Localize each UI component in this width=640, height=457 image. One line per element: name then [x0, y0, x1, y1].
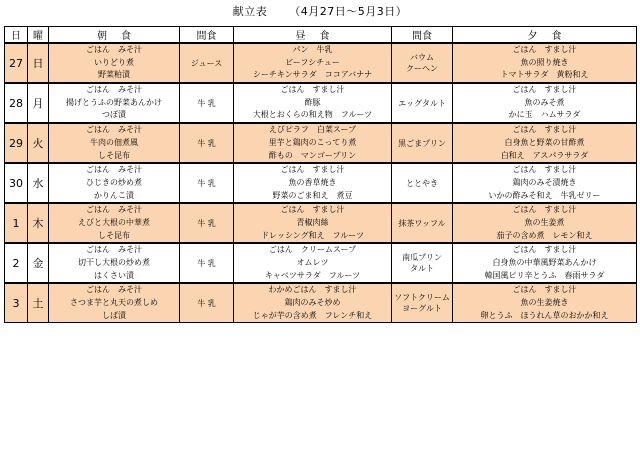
breakfast-cell [49, 123, 180, 163]
menu-item: 卵とうふ ほうれん草のおかか和え [480, 310, 609, 320]
menu-item: 白和え アスパラサラダ [500, 150, 589, 160]
menu-item: さつま芋と丸天の煮しめ [70, 298, 158, 308]
snack-pm-cell: バウム クーヘン [392, 43, 453, 83]
menu-item: 大根とおくらの和え物 フルーツ [252, 110, 373, 120]
menu-item: ごはん みそ汁 [86, 45, 142, 54]
day-number: 1 [5, 203, 28, 243]
day-number: 28 [5, 83, 28, 123]
menu-item: 青椒肉絲 [296, 217, 329, 227]
lunch-cell [234, 283, 392, 323]
snack-am-cell: 牛 乳 [180, 163, 234, 203]
menu-item: 鶏肉のみそ炒め [284, 298, 341, 308]
menu-item: 野菜のごま和え 煮豆 [272, 190, 353, 200]
menu-item: 魚の生姜焼き [520, 298, 569, 308]
snack-pm-cell: 抹茶ワッフル [392, 203, 453, 243]
menu-item: 茄子の含め煮 レモン和え [496, 230, 593, 240]
day-number: 27 [5, 43, 28, 83]
menu-body [5, 43, 637, 323]
menu-item: しそ昆布 [98, 150, 130, 160]
menu-item: 里芋と鶏肉のこってり煮 [268, 137, 357, 147]
title-period: （4月27日～5月3日） [289, 5, 408, 18]
day-of-week: 土 [28, 283, 49, 323]
menu-item: ごはん みそ汁 [86, 245, 142, 255]
lunch-cell [234, 43, 392, 83]
menu-item: ごはん みそ汁 [86, 285, 142, 295]
header-breakfast: 朝食 [49, 27, 180, 44]
menu-item: ごはん すまし汁 [512, 285, 577, 295]
day-row [5, 163, 637, 203]
lunch-cell [234, 203, 392, 243]
menu-item: ごはん みそ汁 [86, 205, 142, 215]
snack-pm-cell: 南瓜プリン タルト [392, 243, 453, 283]
menu-item: ごはん クリームスープ [268, 245, 357, 255]
breakfast-cell [49, 203, 180, 243]
day-of-week: 木 [28, 203, 49, 243]
menu-item: じゃが芋の含め煮 フレンチ和え [252, 310, 373, 320]
day-row [5, 43, 637, 83]
menu-item: 白身魚と野菜の甘酢煮 [504, 137, 585, 147]
menu-item: ごはん すまし汁 [280, 85, 345, 95]
menu-item: ひじきの炒め煮 [86, 177, 142, 187]
day-of-week: 金 [28, 243, 49, 283]
menu-item: ビーフシチュー [285, 57, 340, 67]
menu-table [4, 26, 637, 323]
day-of-week: 火 [28, 123, 49, 163]
dinner-cell [453, 123, 637, 163]
day-row [5, 203, 637, 243]
lunch-cell [234, 123, 392, 163]
menu-item: ごはん みそ汁 [86, 85, 142, 95]
day-row [5, 243, 637, 283]
lunch-cell [234, 243, 392, 283]
snack-am-cell: 牛 乳 [180, 123, 234, 163]
header-row [5, 27, 637, 44]
menu-item: 韓国風ピリ辛とうふ 春雨サラダ [484, 270, 605, 280]
menu-item: ごはん すまし汁 [512, 85, 577, 95]
menu-item: 魚の香草焼き [288, 177, 337, 187]
menu-item: ごはん みそ汁 [86, 125, 142, 135]
dinner-cell [453, 43, 637, 83]
page-title [0, 3, 640, 19]
menu-item: 野菜粕漬 [98, 70, 130, 80]
header-dow: 曜 [28, 27, 49, 44]
day-of-week: 日 [28, 43, 49, 83]
menu-item: はくさい漬 [94, 270, 134, 280]
header-snack-am: 間食 [180, 27, 234, 44]
header-snack-pm: 間食 [392, 27, 453, 44]
menu-item: 切干し大根の炒め煮 [78, 258, 150, 267]
menu-item: 酢豚 [304, 97, 321, 107]
snack-pm-cell: エッグタルト [392, 83, 453, 123]
menu-item: パン 牛乳 [292, 45, 333, 54]
snack-pm-cell: ソフトクリーム ヨーグルト [392, 283, 453, 323]
menu-item: ごはん すまし汁 [512, 165, 577, 175]
menu-item: キャベツサラダ フルーツ [264, 270, 361, 280]
day-row [5, 123, 637, 163]
snack-am-cell: 牛 乳 [180, 243, 234, 283]
snack-pm-cell: ととやき [392, 163, 453, 203]
day-of-week: 水 [28, 163, 49, 203]
dinner-cell [453, 243, 637, 283]
menu-item: つぼ漬 [102, 110, 126, 120]
menu-item: ドレッシング和え フルーツ [261, 230, 364, 240]
dinner-cell [453, 83, 637, 123]
menu-item: しそ昆布 [98, 230, 130, 240]
day-row [5, 83, 637, 123]
menu-item: ごはん すまし汁 [280, 205, 345, 215]
menu-item: ごはん すまし汁 [512, 205, 577, 215]
breakfast-cell [49, 243, 180, 283]
menu-item: 魚のみそ煮 [524, 97, 565, 107]
menu-item: 揚げとうふの野菜あんかけ [66, 97, 162, 107]
menu-item: ごはん すまし汁 [512, 125, 577, 135]
breakfast-cell [49, 43, 180, 83]
day-number: 2 [5, 243, 28, 283]
lunch-cell [234, 163, 392, 203]
title-text: 献立表 [232, 5, 268, 18]
menu-item: トマトサラダ 黄粉和え [500, 70, 589, 80]
dinner-cell [453, 283, 637, 323]
menu-item: オムレツ [296, 258, 329, 267]
header-dinner: 夕食 [453, 27, 637, 44]
dinner-cell [453, 163, 637, 203]
dinner-cell [453, 203, 637, 243]
lunch-cell [234, 83, 392, 123]
menu-item: いかの酢みそ和え 牛乳ゼリー [488, 190, 601, 200]
snack-pm-cell: 黒ごまプリン [392, 123, 453, 163]
breakfast-cell [49, 83, 180, 123]
day-of-week: 月 [28, 83, 49, 123]
breakfast-cell [49, 163, 180, 203]
breakfast-cell [49, 283, 180, 323]
menu-item: 魚の生姜煮 [524, 217, 565, 227]
menu-item: ごはん すまし汁 [280, 165, 345, 175]
menu-item: ごはん すまし汁 [512, 45, 577, 54]
menu-item: 鶏肉のみそ漬焼き [512, 177, 577, 187]
day-row [5, 283, 637, 323]
menu-item: 牛肉の佃煮風 [90, 137, 138, 147]
menu-item: しば漬 [102, 310, 126, 320]
day-number: 3 [5, 283, 28, 323]
menu-item: 魚の照り焼き [520, 57, 569, 67]
menu-item: シーチキンサラダ ココアバナナ [252, 70, 373, 80]
snack-am-cell: ジュース [180, 43, 234, 83]
menu-item: えびピラフ 白菜スープ [268, 125, 357, 135]
snack-am-cell: 牛 乳 [180, 83, 234, 123]
menu-item: かりんこ漬 [94, 190, 134, 200]
snack-am-cell: 牛 乳 [180, 203, 234, 243]
day-number: 29 [5, 123, 28, 163]
menu-item: かに玉 ハムサラダ [508, 110, 581, 120]
menu-item: ごはん すまし汁 [512, 245, 577, 255]
menu-item: いりどり煮 [94, 57, 134, 67]
menu-item: ごはん みそ汁 [86, 165, 142, 175]
header-day: 日 [5, 27, 28, 44]
menu-item: 白身魚の中華風野菜あんかけ [492, 258, 597, 267]
menu-item: わかめごはん すまし汁 [268, 285, 357, 295]
header-lunch: 昼食 [234, 27, 392, 44]
menu-item: えびと大根の中華煮 [78, 217, 150, 227]
menu-item: 酢もの マンゴープリン [268, 150, 357, 160]
snack-am-cell: 牛 乳 [180, 283, 234, 323]
day-number: 30 [5, 163, 28, 203]
